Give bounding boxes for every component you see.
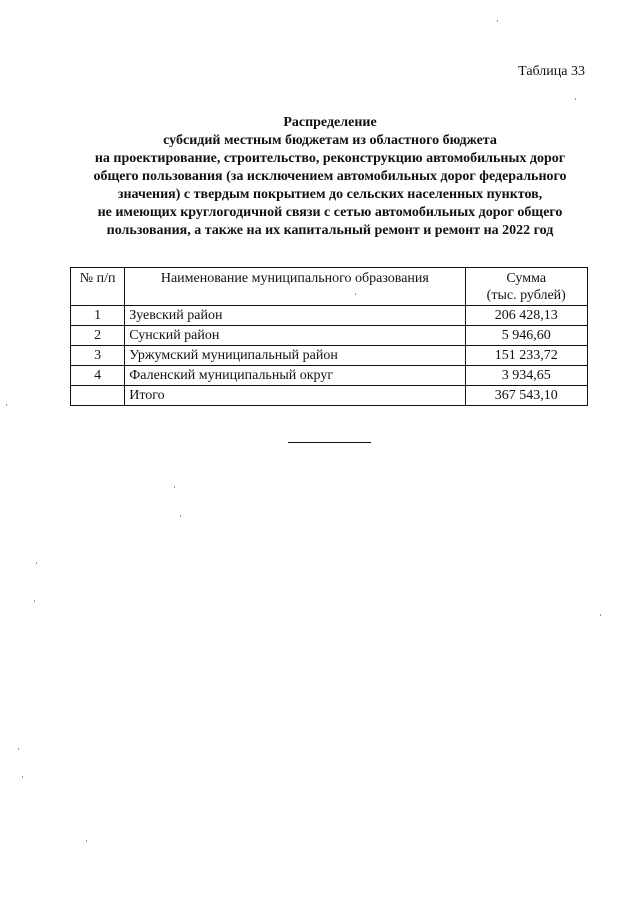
row-name: Фаленский муниципальный округ [125,366,465,386]
table-total-row [71,386,588,406]
row-sum: 3 934,65 [465,366,587,386]
total-num [71,386,125,406]
scan-speck [180,515,181,517]
scan-speck [575,98,576,100]
table-row [71,326,588,346]
scan-speck [34,600,35,602]
table-header-row [71,268,588,306]
title-line: Распределение [283,115,377,130]
header-name: Наименование муниципального образования [125,268,465,306]
row-sum: 206 428,13 [465,306,587,326]
total-sum: 367 543,10 [465,386,587,406]
scan-speck [497,20,498,22]
row-num: 3 [71,346,125,366]
row-name: Зуевский район [125,306,465,326]
row-sum: 5 946,60 [465,326,587,346]
table-number-label: Таблица 33 [518,64,585,79]
table-row [71,366,588,386]
total-name: Итого [125,386,465,406]
title-line: значения) с твердым покрытием до сельских населенных пунктов, [117,187,543,202]
row-name: Сунский район [125,326,465,346]
title-line: субсидий местным бюджетам из областного бюджета [163,133,497,148]
scan-speck [355,293,356,295]
header-num: № п/п [71,268,125,306]
scan-speck [36,562,37,564]
scan-speck [22,776,23,778]
row-num: 1 [71,306,125,326]
scan-speck [6,404,7,406]
row-num: 4 [71,366,125,386]
header-sum-line1: Сумма [506,271,547,286]
scan-speck [600,614,601,616]
title-line: пользования, а также на их капитальный ремонт и ремонт на 2022 год [106,223,554,238]
header-sum [465,268,587,306]
row-sum: 151 233,72 [465,346,587,366]
subsidy-distribution-table [70,267,588,406]
table-row [71,306,588,326]
scan-speck [86,840,87,842]
document-title [60,114,600,240]
scan-speck [18,748,19,750]
title-line: не имеющих круглогодичной связи с сетью автомобильных дорог общего [97,205,563,220]
title-line: общего пользования (за исключением автомобильных дорог федерального [93,169,567,184]
row-num: 2 [71,326,125,346]
header-sum-line2: (тыс. рублей) [486,288,566,303]
scan-speck [174,486,175,488]
title-line: на проектирование, строительство, реконструкцию автомобильных дорог [94,151,566,166]
row-name: Уржумский муниципальный район [125,346,465,366]
end-separator-line [288,442,371,443]
table-row [71,346,588,366]
